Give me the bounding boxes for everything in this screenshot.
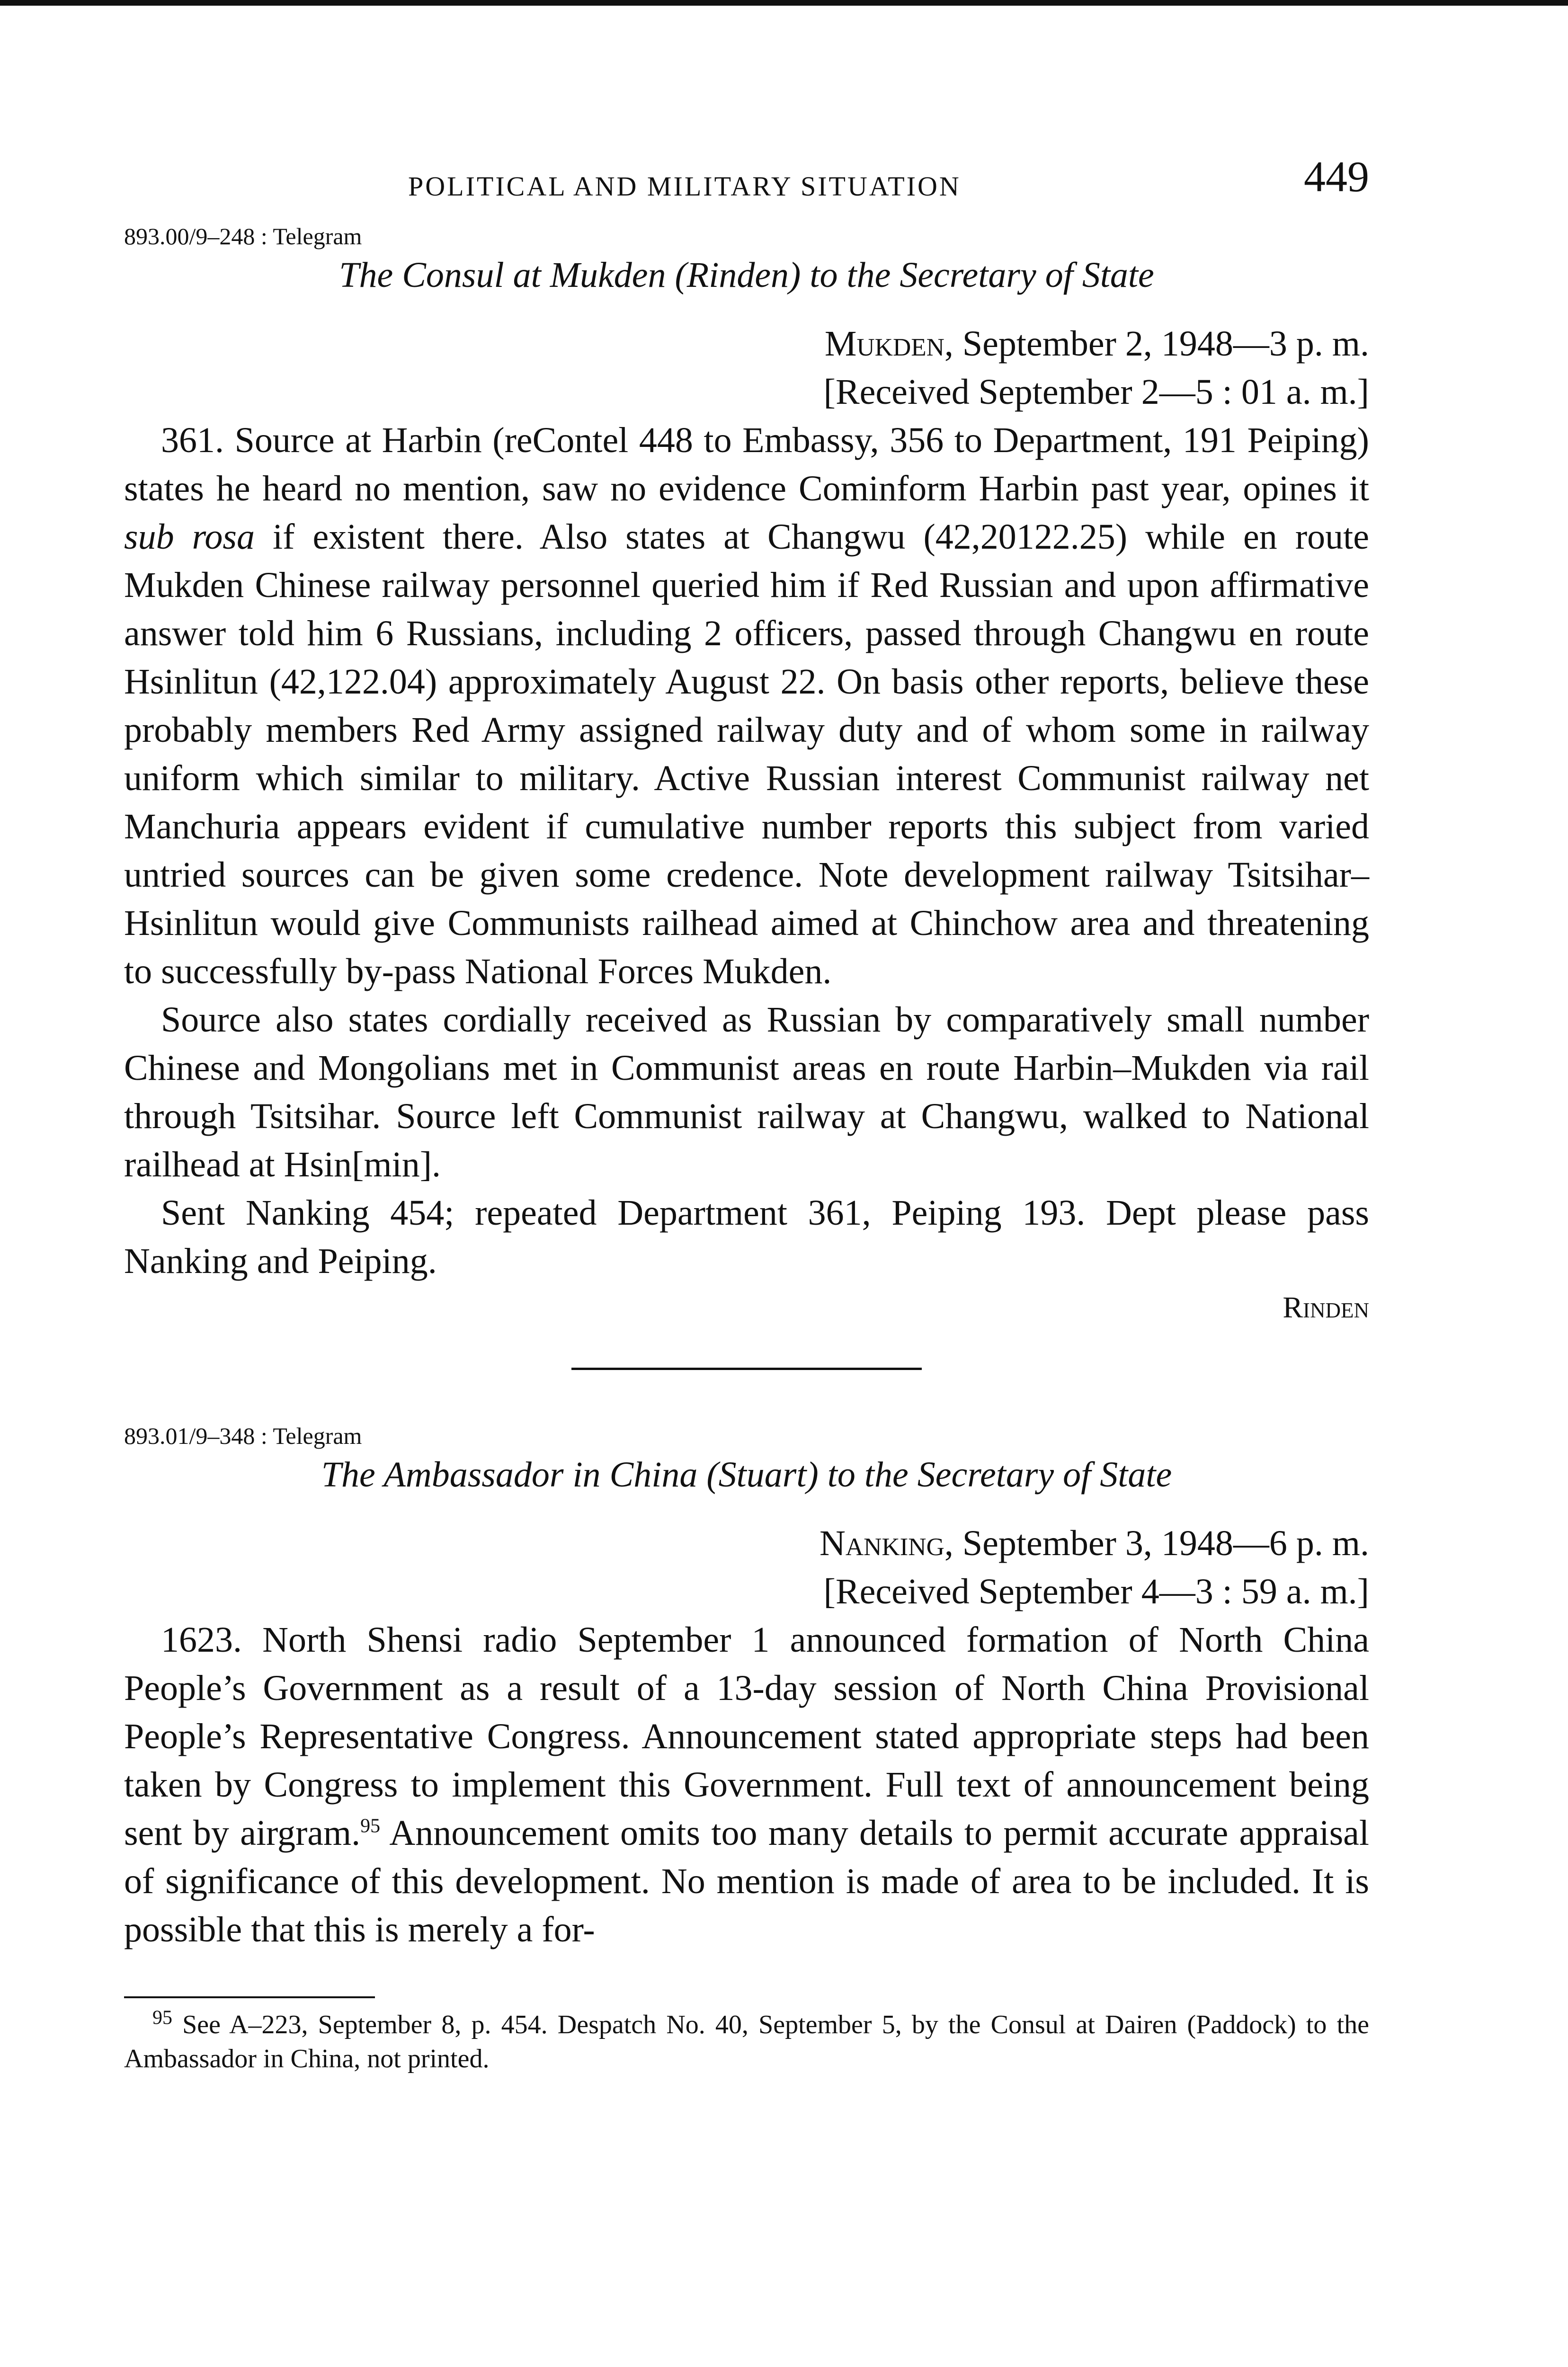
received-line: [Received September 4—3 : 59 a. m.] [823, 1572, 1369, 1611]
paragraph [124, 1616, 1369, 1954]
footnote-rule [124, 1996, 375, 1998]
file-reference: 893.01/9–348 : Telegram [124, 1423, 362, 1449]
footnote-text: See A–223, September 8, p. 454. Despatch No. 40, September 5, by the Consul at Dairen (Paddock) to the Ambassador in China, not printed. [124, 2010, 1369, 2073]
paragraph-italic: sub rosa [124, 517, 255, 557]
dateline-place: Nanking [819, 1523, 944, 1563]
dateline-date: , September 2, 1948—3 p. m. [944, 324, 1369, 364]
paragraph-text: if existent there. Also states at Changwu (42,20122.25) while en route Mukden Chinese railway personnel queried him if Red Russian and upon affirmative answer told him 6 Russians, including 2 officers, passed through Changwu en route Hsinlitun (42,122.04) approximately August 22. On basis other reports, believe these probably members Red Army assigned railway duty and of whom some in railway uniform which similar to military. Active Russian interest Communist railway net Manchuria appears evident if cumulative number reports this subject from varied untried sources can be given some credence. Note development railway Tsitsihar–Hsinlitun would give Communists railhead aimed at Chinchow area and threatening to successfully by-pass National Forces Mukden. [124, 517, 1369, 991]
running-head [124, 151, 1369, 218]
running-title: POLITICAL AND MILITARY SITUATION [408, 171, 961, 202]
dateline [124, 320, 1369, 368]
signature: Rinden [1283, 1290, 1369, 1324]
page-number: 449 [1304, 152, 1369, 201]
paragraph: Sent Nanking 454; repeated Department 361, Peiping 193. Dept please pass Nanking and Peiping. [124, 1193, 1369, 1281]
paragraph-text: 361. Source at Harbin (reContel 448 to Embassy, 356 to Department, 191 Peiping) states he heard no mention, saw no evidence Cominform Harbin past year, opines it [124, 420, 1369, 508]
document-title: The Ambassador in China (Stuart) to the Secretary of State [321, 1455, 1172, 1495]
document-title: The Consul at Mukden (Rinden) to the Secretary of State [339, 255, 1154, 295]
paragraph [124, 416, 1369, 996]
dateline [124, 1519, 1369, 1567]
dateline-place: Mukden [824, 324, 944, 364]
dateline-date: , September 3, 1948—6 p. m. [944, 1523, 1369, 1563]
footnote [124, 2008, 1369, 2076]
received-line: [Received September 2—5 : 01 a. m.] [823, 372, 1369, 412]
footnote-marker: 95 [360, 1815, 381, 1837]
file-reference: 893.00/9–248 : Telegram [124, 223, 362, 249]
paragraph: Source also states cordially received as Russian by comparatively small number Chinese and Mongolians met in Communist areas en route Harbin–Mukden via rail through Tsitsihar. Source left Communist railway at Changwu, walked to National railhead at Hsin[min]. [124, 1000, 1369, 1184]
page [124, 151, 1369, 2076]
paragraph-text: Announcement omits too many details to permit accurate appraisal of significance of this development. No mention is made of area to be included. It is possible that this is merely a for- [124, 1813, 1369, 1949]
footnote-number: 95 [152, 2007, 172, 2029]
top-border-rule [0, 0, 1568, 6]
telegram-nanking [124, 1422, 1369, 1954]
telegram-mukden [124, 222, 1369, 1325]
section-separator [571, 1368, 922, 1370]
paragraph-text: 1623. North Shensi radio September 1 announced formation of North China People’s Government as a result of a 13-day session of North China Provisional People’s Representative Congress. Announcement stated appropriate steps had been taken by Congress to implement this Government. Full text of announcement being sent by airgram. [124, 1620, 1369, 1853]
